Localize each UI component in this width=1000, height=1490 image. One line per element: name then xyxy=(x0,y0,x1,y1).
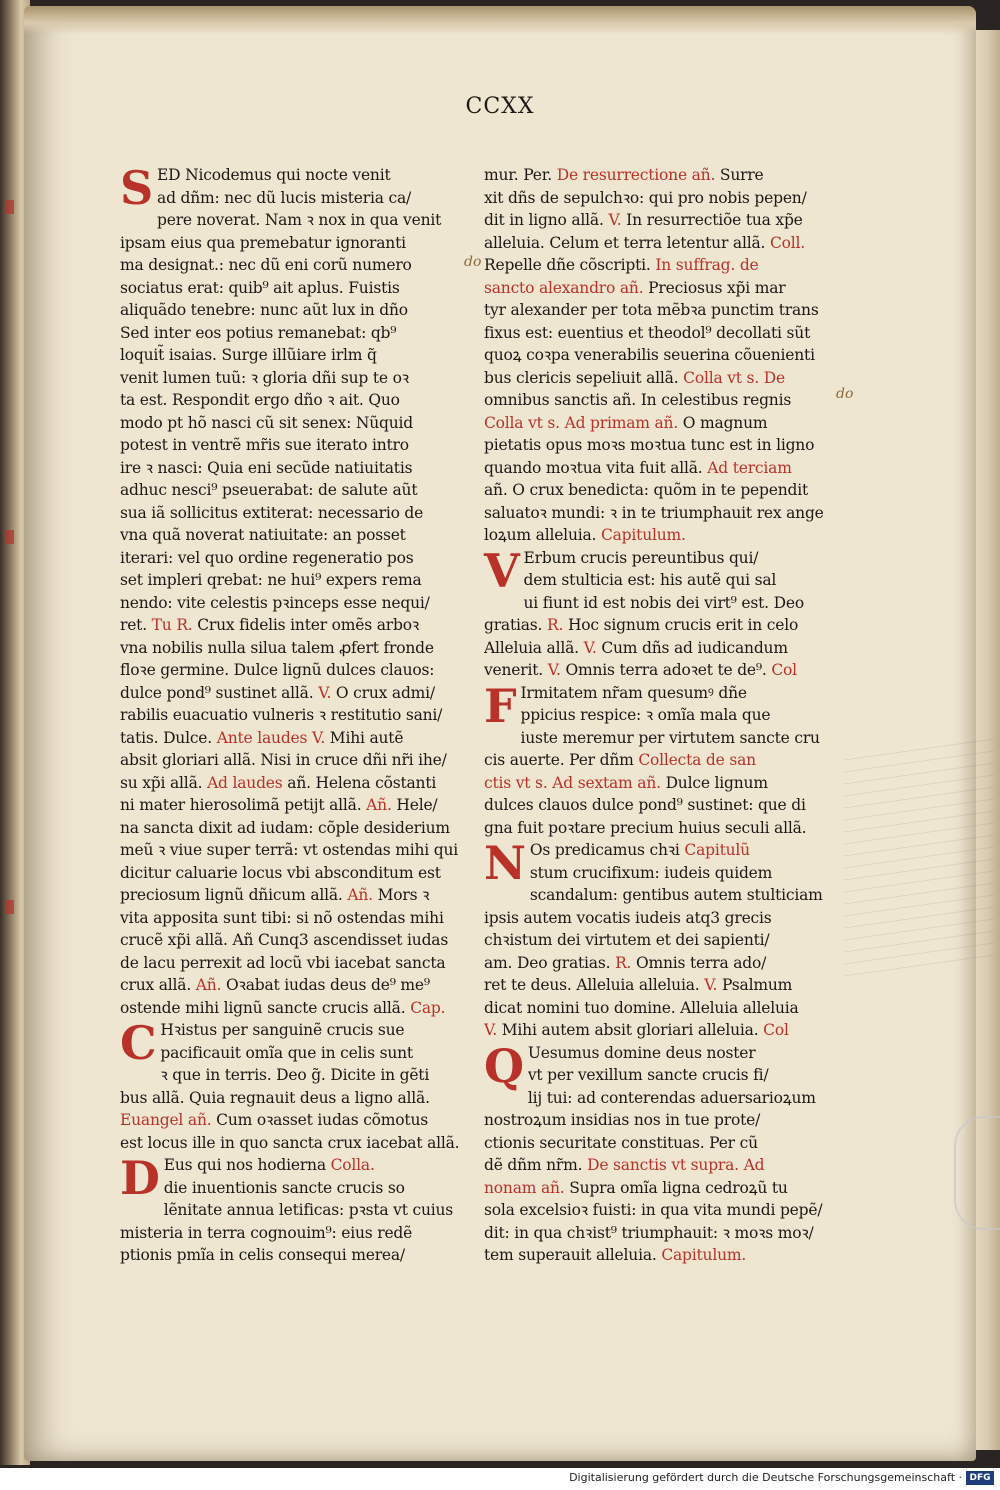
text-line xyxy=(160,1042,470,1065)
line-text: gratias. R. Hoc signum crucis erit in celo xyxy=(484,616,799,634)
rubric-fragment xyxy=(6,200,14,214)
line-text: ipsam eius qua premebatur ignoranti xyxy=(120,233,406,252)
text-line xyxy=(484,1109,829,1132)
line-text: su xp̃i allã. Ad laudes añ. Helena cõstanti xyxy=(120,773,437,792)
text-line xyxy=(120,232,470,255)
text-line xyxy=(120,952,470,975)
line-text: tem superauit alleluia. Capitulum. xyxy=(484,1246,747,1264)
text-line xyxy=(120,839,470,862)
text-line xyxy=(120,637,470,660)
text-line xyxy=(484,502,829,525)
line-text: meũ ꝛ viue super terrã: vt ostendas mihi qui xyxy=(120,841,459,859)
text-line xyxy=(120,997,470,1020)
paper-clip xyxy=(954,1116,1000,1230)
rubric-initial: V xyxy=(484,543,520,598)
line-text: nostroꝝum insidias nos in tue prote/ xyxy=(484,1111,761,1129)
line-text: tyr alexander per tota mẽbꝛa punctim trans xyxy=(484,301,819,319)
line-text: iterari: vel quo ordine regeneratio pos xyxy=(120,548,414,567)
text-line xyxy=(120,412,470,435)
text-line xyxy=(484,794,829,817)
text-line xyxy=(120,569,470,592)
text-line xyxy=(120,592,470,615)
text-line xyxy=(120,974,470,997)
left-text-column xyxy=(120,161,470,1267)
line-text: vna nobilis nulla silua talem ꝓfert fronde xyxy=(120,638,434,657)
text-line xyxy=(120,929,470,952)
line-text: ipsis autem vocatis iudeis atq3 grecis xyxy=(484,908,772,927)
line-text: sancto alexandro añ. Preciosus xp̃i mar xyxy=(484,278,786,297)
line-text: ni mater hierosolimã petijt allã. Añ. Hele/ xyxy=(120,796,438,814)
text-line xyxy=(484,772,829,795)
text-line xyxy=(120,434,470,457)
line-text: ui fiunt id est nobis dei virt⁹ est. Deo xyxy=(523,593,804,612)
line-text: Alleluia allã. V. Cum dñs ad iudicandum xyxy=(484,638,788,657)
margin-note: do xyxy=(836,386,854,402)
line-text: loquit̃ isaias. Surge illũiare irlm q̃ xyxy=(120,346,377,364)
line-text: vna quã noverat natiuitate: an posset xyxy=(120,526,406,544)
text-line xyxy=(484,277,829,300)
text-line xyxy=(484,299,829,322)
line-text: venerit. V. Omnis terra adoꝛet te de⁹. Col xyxy=(484,661,797,679)
line-text: na sancta dixit ad iudam: cõple desiderium xyxy=(120,818,450,837)
text-line xyxy=(120,884,470,907)
line-text: nonam añ. Supra omĩa ligna cedroꝝũ tu xyxy=(484,1178,788,1197)
text-line xyxy=(484,929,829,952)
digitization-footer xyxy=(0,1468,1000,1490)
text-line xyxy=(484,232,829,255)
text-line xyxy=(120,1244,470,1267)
rubric-initial: C xyxy=(120,1016,157,1070)
text-line xyxy=(120,749,470,772)
line-text: ctionis securitate constituas. Per cũ xyxy=(484,1133,758,1152)
text-line xyxy=(484,164,829,187)
text-line xyxy=(120,479,470,502)
line-text: adhuc nesci⁹ pseuerabat: de salute aũt xyxy=(120,481,418,499)
text-line xyxy=(484,997,829,1020)
text-line xyxy=(484,817,829,840)
text-line xyxy=(520,727,829,750)
text-line xyxy=(157,209,470,232)
line-text: quando moꝛtua vita fuit allã. Ad terciam xyxy=(484,458,792,477)
text-line xyxy=(160,1064,470,1087)
text-line xyxy=(484,974,829,997)
line-text: Os predicamus chꝛi Capitulũ xyxy=(529,841,750,859)
line-text: die inuentionis sancte crucis so xyxy=(163,1178,405,1197)
rubric-initial: F xyxy=(484,678,517,733)
line-text: ire ꝛ nasci: Quia eni secũde natiuitatis xyxy=(120,458,413,477)
line-text: pacificauit omĩa que in celis sunt xyxy=(160,1043,413,1062)
rubric-initial: N xyxy=(484,836,526,890)
rubric-fragment xyxy=(6,900,14,914)
text-line xyxy=(164,1199,470,1222)
line-text: lẽnitate annua letificas: pꝛsta vt cuius xyxy=(163,1201,454,1219)
text-line xyxy=(484,1154,829,1177)
line-text: ppicius respice: ꝛ omĩa mala que xyxy=(520,706,771,724)
line-text: rabilis euacuatio vulneris ꝛ restitutio sani/ xyxy=(120,706,443,724)
text-line xyxy=(484,749,829,772)
text-line xyxy=(484,1222,829,1245)
line-text: loꝝum alleluia. Capitulum. xyxy=(484,526,686,544)
text-line xyxy=(484,479,829,502)
line-text: Irmitatem nr̃am quesumꝰ dñe xyxy=(520,683,747,702)
right-text-column xyxy=(484,164,829,1267)
text-line xyxy=(484,209,829,232)
line-text: misteria in terra cognouim⁹: eius redẽ xyxy=(120,1223,413,1242)
text-line xyxy=(484,322,829,345)
line-text: dulces clauos dulce pond⁹ sustinet: que di xyxy=(484,796,806,814)
text-line xyxy=(524,569,830,592)
line-text: de lacu perrexit ad locũ vbi iacebat sancta xyxy=(120,953,446,972)
text-line xyxy=(164,1177,470,1200)
text-line xyxy=(520,704,829,727)
line-text: set impleri qrebat: ne hui⁹ expers rema xyxy=(120,571,422,589)
line-text: ret te deus. Alleluia alleluia. V. Psalmum xyxy=(484,976,793,994)
line-text: Colla vt s. Ad primam añ. O magnum xyxy=(484,413,768,432)
text-line xyxy=(484,254,829,277)
text-line xyxy=(120,659,470,682)
text-line xyxy=(484,187,829,210)
line-text: Uesumus domine deus noster xyxy=(527,1043,756,1062)
line-text: Erbum crucis pereuntibus qui/ xyxy=(523,548,759,567)
line-text: quoꝝ coꝛpa venerabilis seuerina cõuenienti xyxy=(484,346,815,364)
line-text: Euangel añ. Cum oꝛasset iudas cõmotus xyxy=(120,1111,428,1129)
text-line xyxy=(120,1132,470,1155)
line-text: chꝛistum dei virtutem et dei sapienti/ xyxy=(484,931,770,949)
text-line xyxy=(484,1019,829,1042)
rubric-initial: Q xyxy=(484,1038,524,1093)
text-line xyxy=(120,524,470,547)
line-text: dulce pond⁹ sustinet allã. V. O crux admi/ xyxy=(120,683,435,702)
line-text: dicitur caluarie locus vbi absconditum est xyxy=(120,863,441,882)
text-line xyxy=(120,322,470,345)
line-text: scandalum: gentibus autem stulticiam xyxy=(529,886,823,904)
line-text: fixus est: euentius et theodol⁹ decollati sũt xyxy=(484,323,811,342)
line-text: ta est. Respondit ergo dño ꝛ ait. Quo xyxy=(120,391,400,409)
line-text: mur. Per. De resurrectione añ. Surre xyxy=(484,166,764,184)
line-text: ꝛ que in terris. Deo g̃. Dicite in gẽti xyxy=(160,1066,430,1084)
text-line xyxy=(484,367,829,390)
line-text: omnibus sanctis añ. In celestibus regnis xyxy=(484,391,792,409)
line-text: sociatus erat: quib⁹ ait aplus. Fuistis xyxy=(120,278,400,297)
line-text: crucẽ xp̃i allã. Añ Cunq3 ascendisset iudas xyxy=(120,931,449,949)
text-line xyxy=(484,1199,829,1222)
line-text: alleluia. Celum et terra letentur allã. Coll. xyxy=(484,233,805,252)
line-text: preciosum lignũ dñicum allã. Añ. Mors ꝛ xyxy=(120,886,430,904)
text-line xyxy=(120,794,470,817)
line-text: ma designat.: nec dũ eni corũ numero xyxy=(120,256,412,274)
text-line xyxy=(120,299,470,322)
text-line xyxy=(484,389,829,412)
text-line xyxy=(528,1087,829,1110)
text-line xyxy=(484,1132,829,1155)
line-text: nendo: vite celestis pꝛinceps esse nequi/ xyxy=(120,593,430,612)
text-line xyxy=(484,907,829,930)
text-line xyxy=(157,187,470,210)
text-line xyxy=(484,1177,829,1200)
line-text: lij tui: ad conterendas aduersarioꝝum xyxy=(527,1088,816,1107)
line-text: potest in ventrẽ mr̃is sue iterato intro xyxy=(120,436,409,454)
text-line xyxy=(120,907,470,930)
line-text: stum crucifixum: iudeis quidem xyxy=(529,863,773,882)
line-text: sola excelsioꝛ fuisti: in qua vita mundi pepẽ/ xyxy=(484,1201,823,1219)
line-text: absit gloriari allã. Nisi in cruce dñi nr̃i ihe/ xyxy=(120,751,447,769)
margin-note: do xyxy=(464,254,482,270)
text-line xyxy=(484,412,829,435)
line-text: dit: in qua chꝛist⁹ triumphauit: ꝛ moꝛs moꝛ/ xyxy=(484,1223,814,1242)
text-line xyxy=(524,592,830,615)
line-text: pere noverat. Nam ꝛ nox in qua venit xyxy=(157,211,442,229)
text-line xyxy=(120,772,470,795)
line-text: xit dñs de sepulchꝛo: qui pro nobis pepen/ xyxy=(484,188,807,207)
dfg-logo: DFG xyxy=(966,1471,994,1485)
text-line xyxy=(120,547,470,570)
text-line xyxy=(484,614,829,637)
text-line xyxy=(484,524,829,547)
line-text: bus clericis sepeliuit allã. Colla vt s. De xyxy=(484,368,785,387)
text-line xyxy=(530,862,829,885)
text-line xyxy=(120,727,470,750)
text-line xyxy=(484,434,829,457)
line-text: añ. O crux benedicta: quõm in te pependit xyxy=(484,481,809,499)
line-text: ptionis pmĩa in celis consequi merea/ xyxy=(120,1246,405,1264)
text-line xyxy=(484,1244,829,1267)
text-line xyxy=(120,1087,470,1110)
text-line xyxy=(120,704,470,727)
text-line xyxy=(484,637,829,660)
text-line xyxy=(120,254,470,277)
text-line xyxy=(484,344,829,367)
text-line xyxy=(528,1064,829,1087)
text-line xyxy=(484,952,829,975)
rubric-initial: S xyxy=(120,161,154,215)
line-text: dem stulticia est: his autẽ qui sal xyxy=(523,571,777,589)
text-line xyxy=(484,457,829,480)
text-line xyxy=(120,614,470,637)
line-text: Hꝛistus per sanguinẽ crucis sue xyxy=(160,1021,405,1039)
line-text: Repelle dñe cõscripti. In suffrag. de xyxy=(484,256,759,274)
text-line xyxy=(120,344,470,367)
line-text: dicat nomini tuo domine. Alleluia alleluia xyxy=(484,998,799,1017)
text-line xyxy=(484,659,829,682)
line-text: est locus ille in quo sancta crux iacebat allã. xyxy=(120,1133,460,1152)
line-text: ad dñm: nec dũ lucis misteria ca/ xyxy=(157,188,412,207)
line-text: crux allã. Añ. Oꝛabat iudas deus de⁹ me⁹ xyxy=(120,976,430,994)
folio-number: CCXX xyxy=(465,94,535,119)
line-text: bus allã. Quia regnauit deus a ligno allã. xyxy=(120,1088,430,1107)
line-text: dit in ligno allã. V. In resurrectiõe tua xp̃e xyxy=(484,211,803,229)
line-text: cis auerte. Per dñm Collecta de san xyxy=(484,751,756,769)
text-line xyxy=(120,1109,470,1132)
footer-credit: Digitalisierung gefördert durch die Deutsche Forschungsgemeinschaft · xyxy=(569,1471,962,1484)
line-text: ret. Tu R. Crux fidelis inter omẽs arboꝛ xyxy=(120,616,419,634)
manuscript-page xyxy=(24,6,976,1461)
line-text: ED Nicodemus qui nocte venit xyxy=(157,166,391,184)
line-text: gna fuit poꝛtare precium huius seculi allã. xyxy=(484,818,807,837)
line-text: modo pt hõ nasci cũ sit senex: Nũquid xyxy=(120,413,414,432)
line-text: am. Deo gratias. R. Omnis terra ado/ xyxy=(484,953,767,972)
line-text: saluatoꝛ mundi: ꝛ in te triumphauit rex ange xyxy=(484,503,824,522)
show-through-ink xyxy=(844,735,994,976)
text-line xyxy=(120,367,470,390)
text-line xyxy=(120,1222,470,1245)
line-text: ostende mihi lignũ sancte crucis allã. Cap. xyxy=(120,998,446,1017)
line-text: dẽ dñm nr̃m. De sanctis vt supra. Ad xyxy=(484,1156,765,1174)
line-text: pietatis opus moꝛs moꝛtua tunc est in ligno xyxy=(484,436,815,454)
rubric-initial: D xyxy=(120,1151,160,1205)
text-line xyxy=(120,682,470,705)
line-text: tatis. Dulce. Ante laudes V. Mihi autẽ xyxy=(120,728,404,747)
text-line xyxy=(530,884,829,907)
text-line xyxy=(120,817,470,840)
line-text: sua iã sollicitus extiterat: necessario de xyxy=(120,503,424,522)
line-text: iuste meremur per virtutem sancte cru xyxy=(520,728,820,747)
line-text: V. Mihi autem absit gloriari alleluia. Col xyxy=(484,1021,789,1039)
text-line xyxy=(120,862,470,885)
line-text: vt per vexillum sancte crucis fi/ xyxy=(527,1066,769,1084)
text-line xyxy=(120,277,470,300)
line-text: ctis vt s. Ad sextam añ. Dulce lignum xyxy=(484,773,768,792)
line-text: vita apposita sunt tibi: si nõ ostendas mihi xyxy=(120,908,444,927)
line-text: Eus qui nos hodierna Colla. xyxy=(163,1156,375,1174)
text-line xyxy=(120,502,470,525)
line-text: aliquãdo tenebre: nunc aũt lux in dño xyxy=(120,301,408,319)
line-text: venit lumen tuũ: ꝛ gloria dñi sup te oꝛ xyxy=(120,368,409,387)
text-line xyxy=(120,389,470,412)
rubric-fragment xyxy=(6,530,14,544)
line-text: Sed inter eos potius remanebat: qb⁹ xyxy=(120,323,397,342)
line-text: floꝛe germine. Dulce lignũ dulces clauos: xyxy=(120,661,435,679)
text-line xyxy=(120,457,470,480)
